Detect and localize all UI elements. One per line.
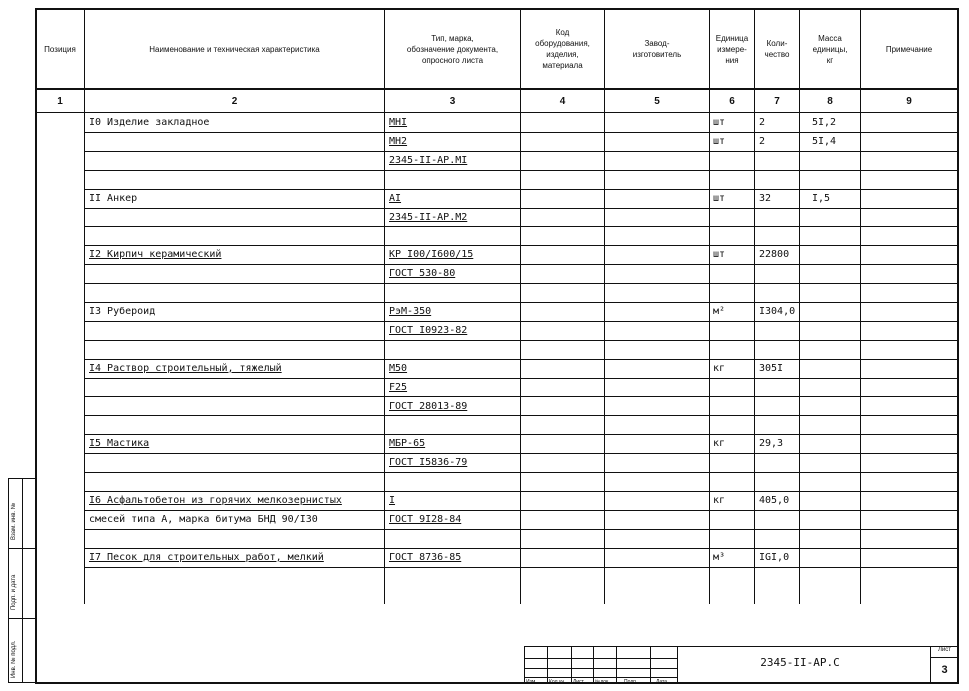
title-block-line <box>616 646 617 684</box>
row-line <box>84 472 958 473</box>
cell-mass: 5I,4 <box>812 135 837 147</box>
row-line <box>84 302 958 303</box>
cell-name: I2 Кирпич керамический <box>89 249 222 261</box>
col-number: 9 <box>906 95 912 107</box>
col-number: 8 <box>827 95 833 107</box>
col-number: 2 <box>231 95 238 107</box>
cell-type: РэМ-350 <box>389 306 432 317</box>
cell-mass: I,5 <box>812 192 831 204</box>
cell-name: I4 Раствор строительный, тяжелый <box>89 362 282 374</box>
sheet-label: Лист <box>937 647 952 653</box>
cell-name: I7 Песок для строительных работ, мелкий <box>89 551 324 563</box>
cell-type: МБР-65 <box>389 438 426 450</box>
row-line <box>84 245 958 246</box>
tb-label: Изм <box>526 679 536 685</box>
row-line <box>84 226 958 227</box>
cell-qty: 22800 <box>759 249 790 261</box>
header-code: Код оборудования, изделия, материала <box>535 28 590 70</box>
col-divider <box>754 9 755 604</box>
col-divider <box>709 9 710 604</box>
row-line <box>84 359 958 360</box>
header-note: Примечание <box>885 44 933 54</box>
tb-label: Подп. <box>624 679 638 685</box>
col-number: 5 <box>654 95 660 107</box>
title-block-line <box>524 658 677 659</box>
cell-qty: 32 <box>759 192 772 204</box>
side-stamp-label: Инв. № подл. <box>11 640 17 678</box>
tb-label: Дата <box>656 679 668 685</box>
cell-mass: 5I,2 <box>812 117 837 128</box>
cell-unit: шт <box>713 117 726 128</box>
tb-label: Лист <box>573 679 584 685</box>
header-type: Тип, марка, обозначение документа, опросного листа <box>406 33 499 65</box>
cell-name: II Анкер <box>89 192 138 204</box>
title-block-line <box>677 646 678 684</box>
side-stamp-label: Подп. и дата <box>11 574 17 610</box>
header-unit: Единица измере- ния <box>715 33 749 65</box>
title-block-line <box>571 646 572 684</box>
col-number: 4 <box>559 95 566 107</box>
row-line <box>84 132 958 133</box>
sheet-number: 3 <box>941 664 948 676</box>
cell-type: ГОСТ I5836-79 <box>389 457 468 469</box>
row-line <box>84 529 958 530</box>
numbers-divider <box>36 112 958 113</box>
cell-qty: 2 <box>759 117 766 128</box>
cell-name: I5 Мастика <box>89 438 150 450</box>
row-line <box>84 453 958 454</box>
cell-qty: 305I <box>759 362 784 374</box>
row-line <box>84 548 958 549</box>
cell-type: ГОСТ 28013-89 <box>389 400 468 412</box>
side-stamp-label: Взам. инв. № <box>11 502 17 540</box>
cell-type: I <box>389 495 396 506</box>
cell-name: I3 Рубероид <box>89 306 156 317</box>
side-stamp-divider <box>8 548 36 549</box>
col-divider <box>860 9 861 604</box>
cell-type: ГОСТ 530-80 <box>389 268 456 280</box>
row-line <box>84 567 958 568</box>
col-number: 1 <box>57 95 63 107</box>
cell-unit: шт <box>713 249 726 261</box>
header-divider <box>36 88 958 90</box>
cell-unit: кг <box>713 495 726 506</box>
cell-name: смесей типа А, марка битума БНД 90/I30 <box>89 513 318 525</box>
document-code: 2345-II-АР.С <box>760 656 840 669</box>
title-block-line <box>650 646 651 684</box>
col-divider <box>604 9 605 604</box>
cell-qty: 29,3 <box>759 438 784 450</box>
row-line <box>84 264 958 265</box>
row-line <box>84 340 958 341</box>
cell-unit: м³ <box>713 551 726 563</box>
row-line <box>84 151 958 152</box>
row-line <box>84 170 958 171</box>
cell-qty: IGI,0 <box>759 551 790 563</box>
row-line <box>84 378 958 379</box>
title-block-line <box>593 646 594 684</box>
col-number: 7 <box>774 95 780 107</box>
row-line <box>84 208 958 209</box>
cell-type: МНI <box>389 117 408 128</box>
cell-name: I6 Асфальтобетон из горячих мелкозернистых <box>89 495 342 506</box>
title-block-line <box>524 668 677 669</box>
tb-label: Кол.уч <box>549 679 564 685</box>
cell-type: М50 <box>389 362 408 374</box>
cell-unit: кг <box>713 438 726 450</box>
side-stamp-divider <box>8 618 36 619</box>
cell-type: МН2 <box>389 135 408 147</box>
title-block-line <box>930 657 958 658</box>
cell-type: ГОСТ I0923-82 <box>389 324 468 336</box>
cell-unit: шт <box>713 192 726 204</box>
header-manufacturer: Завод- изготовитель <box>632 39 682 59</box>
cell-qty: 2 <box>759 135 766 147</box>
cell-type: F25 <box>389 381 408 393</box>
cell-qty: I304,0 <box>759 306 796 317</box>
col-divider <box>384 9 385 604</box>
col-divider <box>799 9 800 604</box>
header-name: Наименование и техническая характеристика <box>149 44 320 54</box>
cell-unit: шт <box>713 135 726 147</box>
row-line <box>84 396 958 397</box>
cell-qty: 405,0 <box>759 495 790 506</box>
cell-type: 2345-II-АР.МI <box>389 154 468 166</box>
row-line <box>84 415 958 416</box>
col-number: 3 <box>449 95 456 107</box>
col-divider <box>520 9 521 604</box>
col-number: 6 <box>729 95 735 107</box>
tb-label: №док <box>595 679 609 685</box>
header-quantity: Коли- чество <box>764 39 790 59</box>
cell-type: ГОСТ 9I28-84 <box>389 513 462 525</box>
title-block-line <box>524 677 677 678</box>
cell-unit: кг <box>713 362 726 374</box>
header-position: Позиция <box>44 44 76 54</box>
cell-type: КР I00/I600/15 <box>389 249 474 261</box>
side-stamp-divider <box>22 478 23 683</box>
title-block-line <box>547 646 548 684</box>
cell-name: I0 Изделие закладное <box>89 117 210 128</box>
cell-type: АI <box>389 192 402 204</box>
row-line <box>84 189 958 190</box>
row-line <box>84 321 958 322</box>
row-line <box>84 434 958 435</box>
col-divider <box>84 9 85 604</box>
row-line <box>84 491 958 492</box>
cell-unit: м² <box>713 306 726 317</box>
row-line <box>84 510 958 511</box>
cell-type: ГОСТ 8736-85 <box>389 551 462 563</box>
cell-type: 2345-II-АР.М2 <box>389 211 468 223</box>
header-mass: Масса единицы, кг <box>812 33 848 65</box>
row-line <box>84 283 958 284</box>
